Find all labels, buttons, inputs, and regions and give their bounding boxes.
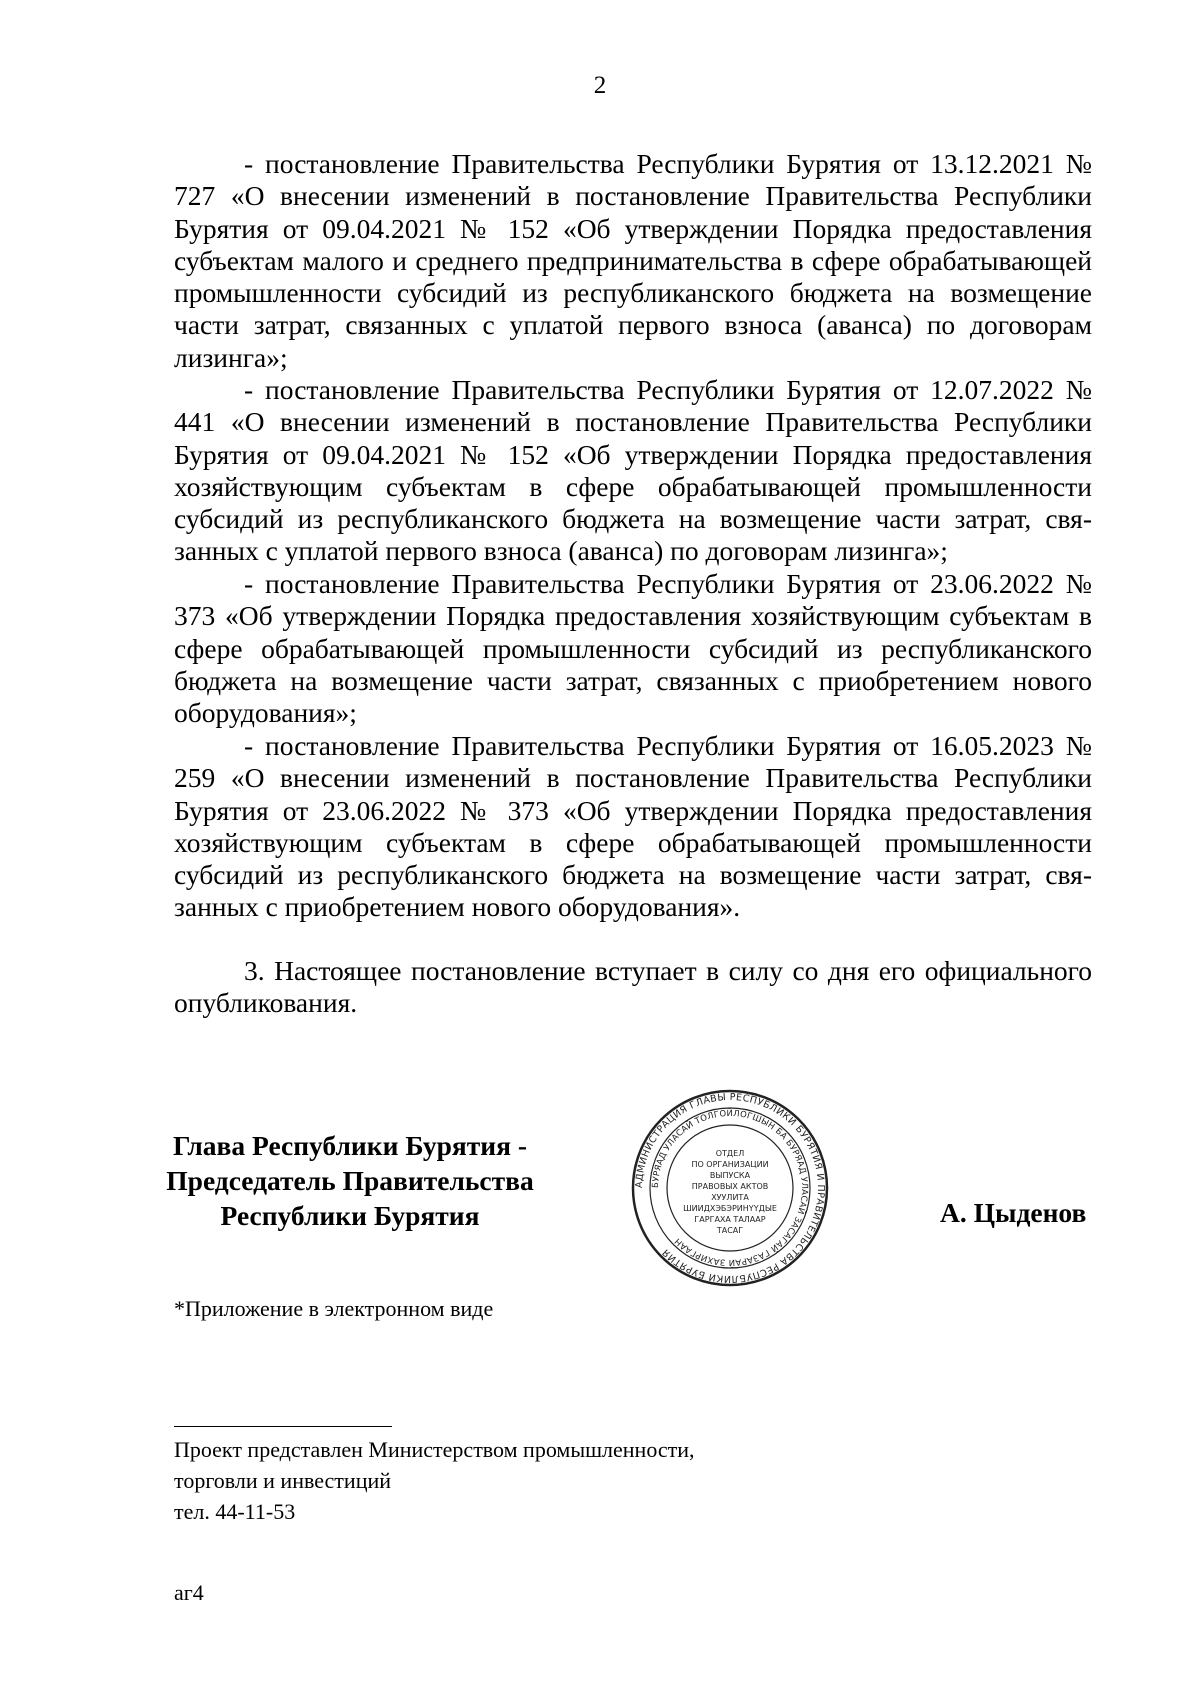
- footnote-line-1: Проект представлен Министерством промышленности,: [174, 1437, 695, 1462]
- position-line-3: Республики Бурятия: [220, 1200, 480, 1231]
- footnote-line-2: торговли и инвестиций: [174, 1468, 392, 1493]
- footnote-phone: тел. 44-11-53: [174, 1499, 296, 1524]
- position-line-1: Глава Республики Бурятия -: [172, 1130, 528, 1161]
- stamp-center-line-8: ТАСАГ: [716, 1226, 744, 1235]
- paragraph-entry-into-force: 3. Настоящее постановление вступает в силу со дня его официального опубликования.: [174, 955, 1092, 1019]
- paragraph-resolution-259: - постановление Правительства Республики Бурятия от 16.05.2023 № 259 «О внесении изменений в постановление Правительства Республики Бурятия от 23.06.2022 № 373 «Об утверждении Порядка предоставления хозяйствующим субъектам в сфере обрабатывающей промышленности субсидий из республиканского бюджета на возмещение части затрат, связанных с приобретением нового оборудования».: [174, 730, 1092, 923]
- signatory-name: А. Цыденов: [940, 1197, 1087, 1228]
- stamp-center-line-4: ПРАВОВЫХ АКТОВ: [691, 1182, 769, 1191]
- position-line-2: Председатель Правительства: [166, 1165, 534, 1196]
- stamp-center-line-5: ХУУЛИТА: [711, 1193, 749, 1202]
- stamp-outer-ring-text: АДМИНИСТРАЦИЯ ГЛАВЫ РЕСПУБЛИКИ БУРЯТИЯ И ПРАВИТЕЛЬСТВА РЕСПУБЛИКИ БУРЯТИЯ: [633, 1091, 827, 1285]
- page-number: 2: [593, 72, 607, 99]
- footnote-divider: [174, 1426, 392, 1427]
- signatory-position: [140, 1128, 560, 1233]
- stamp-inner-ring-text: БУРЯАД УЛАСАЙ ТОЛГОЙЛОГШЫН БА БУРЯАД УЛАСАЙ ЗАСАГАЙ ГАЗАРАЙ ЗАХИРГААН: [650, 1108, 810, 1268]
- appendix-note: *Приложение в электронном виде: [174, 1296, 494, 1321]
- stamp-center-line-3: ВЫПУСКА: [709, 1171, 751, 1180]
- stamp-center-line-2: ПО ОРГАНИЗАЦИИ: [691, 1160, 769, 1169]
- stamp-center-line-7: ГАРГАХА ТАЛААР: [694, 1215, 766, 1224]
- official-stamp: [630, 1088, 830, 1288]
- stamp-center-line-6: ШИИДХЭБЭРИНҮҮДЫЕ: [683, 1204, 777, 1213]
- paragraph-resolution-441: - постановление Правительства Республики Бурятия от 12.07.2022 № 441 «О внесении изменений в постановление Правительства Республики Бурятия от 09.04.2021 № 152 «Об утверждении Порядка предоставления хозяйствующим субъектам в сфере обрабатывающей промышленности субсидий из республиканского бюджета на возмещение части затрат, связанных с уплатой первого взноса (аванса) по договорам лизинга»;: [174, 374, 1092, 567]
- paragraph-resolution-373: - постановление Правительства Республики Бурятия от 23.06.2022 № 373 «Об утверждении Порядка предоставления хозяйствующим субъектам в сфере обрабатывающей промышленности субсидий из республиканского бюджета на возмещение части затрат, связанных с приобретением нового оборудования»;: [174, 568, 1092, 729]
- document-code: аг4: [174, 1580, 204, 1605]
- stamp-center-line-1: ОТДЕЛ: [715, 1149, 745, 1158]
- paragraph-resolution-727: - постановление Правительства Республики Бурятия от 13.12.2021 № 727 «О внесении изменений в постановление Правительства Республики Бурятия от 09.04.2021 № 152 «Об утверждении Порядка предоставления субъектам малого и среднего предпринимательства в сфере обрабатывающей промышленности субсидий из республиканского бюджета на возмещение части затрат, связанных с уплатой первого взноса (аванса) по договорам лизинга»;: [174, 148, 1092, 373]
- footnote: [174, 1434, 695, 1527]
